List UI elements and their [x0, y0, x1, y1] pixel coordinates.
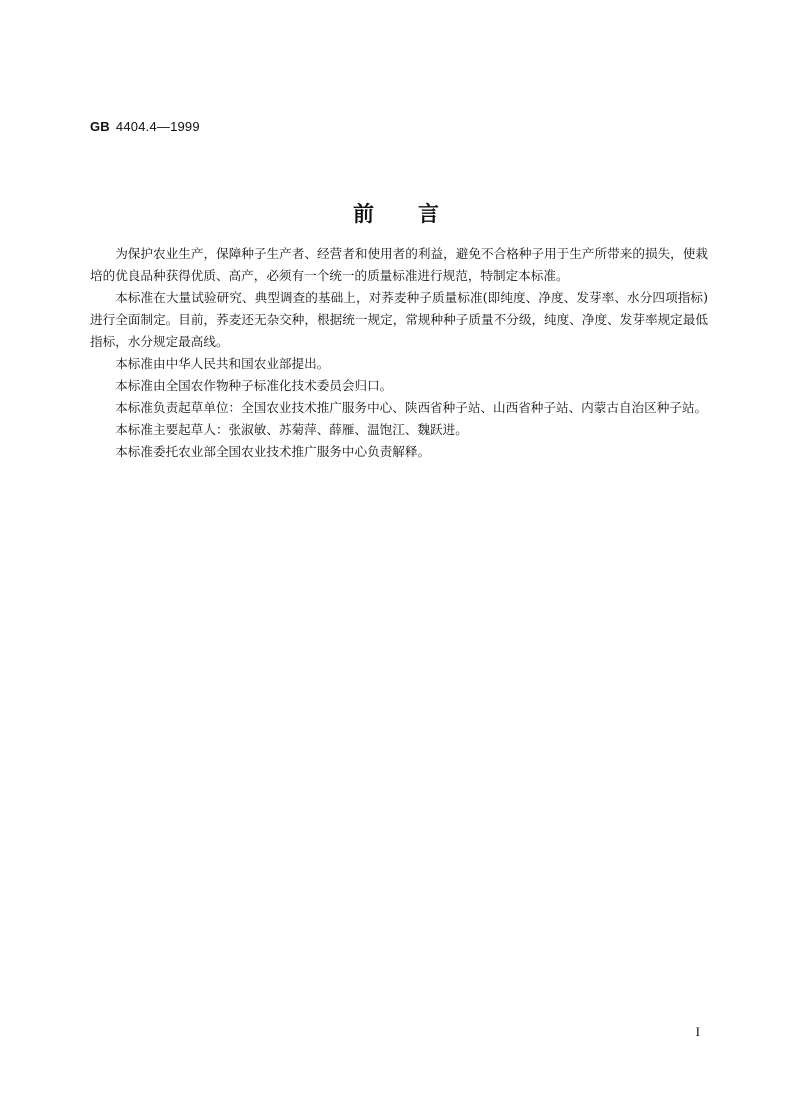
standard-prefix: GB	[90, 119, 110, 134]
paragraph-proposer: 本标准由中华人民共和国农业部提出。	[115, 356, 330, 371]
page-number: I	[695, 1024, 700, 1039]
paragraph-drafters: 本标准主要起草人：张淑敏、苏菊萍、薛雁、温饱江、魏跃进。	[115, 422, 468, 437]
paragraph-interpretation: 本标准委托农业部全国农业技术推广服务中心负责解释。	[115, 444, 431, 459]
paragraph-purpose: 为保护农业生产，保障种子生产者、经营者和使用者的利益，避免不合格种子用于生产所带来的损失，使栽培的优良品种获得优质、高产，必须有一个统一的质量标准进行规范，特制定本标准。	[90, 246, 708, 283]
page-title: 前言	[353, 201, 483, 226]
paragraph-centralized: 本标准由全国农作物种子标准化技术委员会归口。	[115, 378, 393, 393]
foreword-body	[90, 243, 708, 463]
standard-number: 4404.4—1999	[115, 119, 200, 134]
standard-code	[90, 119, 200, 134]
paragraph-basis: 本标准在大量试验研究、典型调查的基础上，对荞麦种子质量标准(即纯度、净度、发芽率、水分四项指标)进行全面制定。目前，荞麦还无杂交种，根据统一规定，常规种种子质量不分级，纯度、净度、发芽率规定最低指标，水分规定最高线。	[90, 290, 708, 349]
paragraph-drafting-units: 本标准负责起草单位：全国农业技术推广服务中心、陕西省种子站、山西省种子站、内蒙古自治区种子站。	[115, 400, 708, 415]
